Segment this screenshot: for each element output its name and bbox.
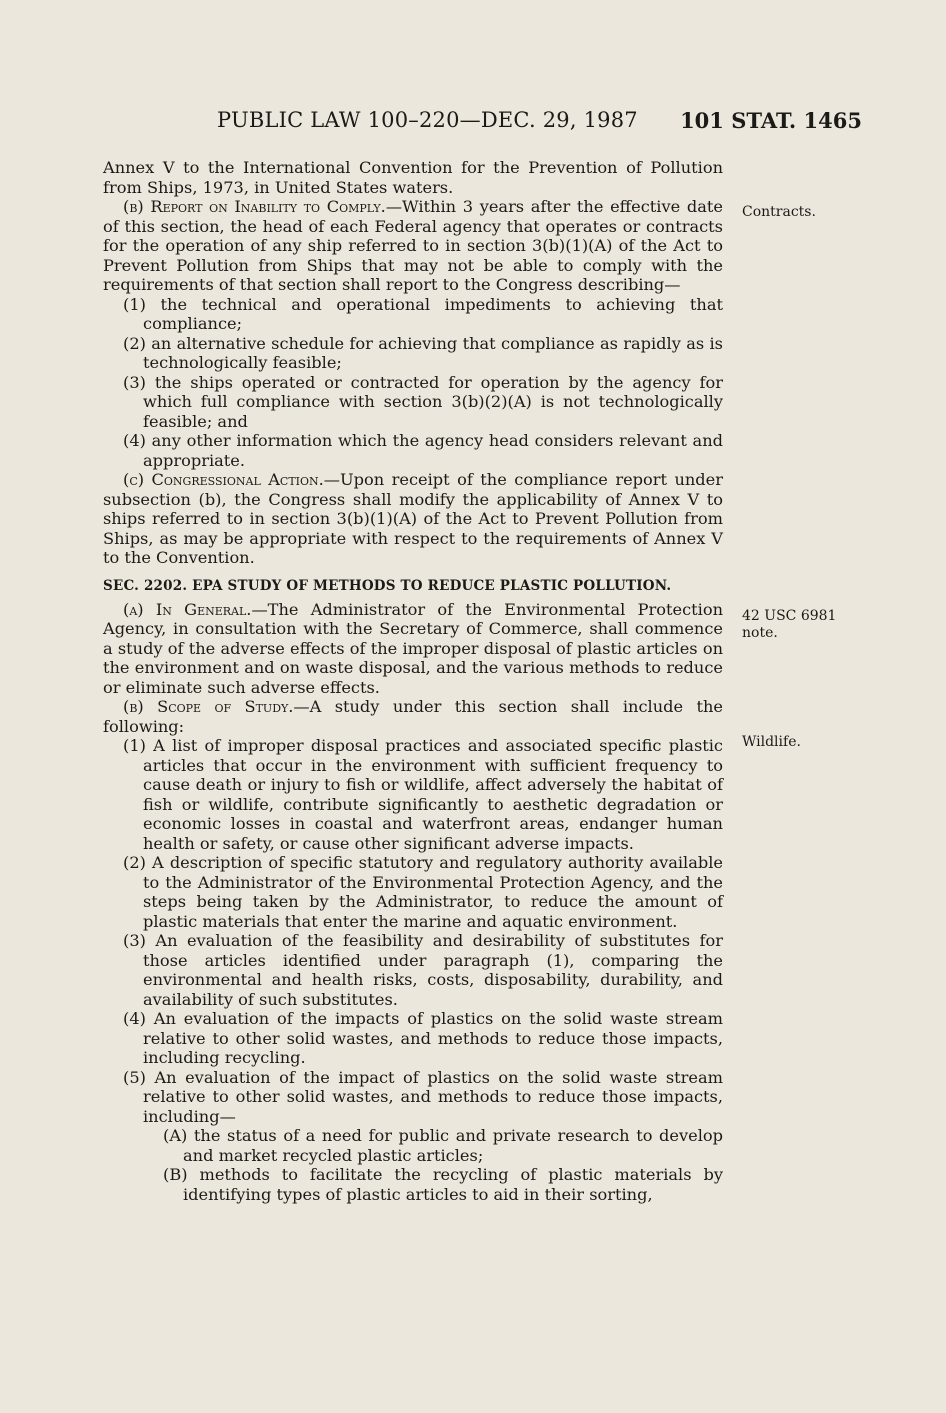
- continued-paragraph: Annex V to the International Convention for the Prevention of Pollution from Ships, 1973, in United States waters.: [103, 158, 723, 197]
- margin-note-usc-line1: 42 USC 6981: [742, 608, 837, 624]
- study-item: (5) An evaluation of the impact of plastics on the solid waste stream relative to other solid wastes, and methods to reduce those impacts, including—: [123, 1067, 723, 1126]
- subsection-b-text: —Within 3 years after the effective date of this section, the head of each Federal agency that operates or contracts for the operation of any ship referred to in section 3(b)(1)(A) of the Act to Prevent Pollution from Ships that may not be able to comply with the requirements of that section shall report to the Congress describing—: [103, 197, 723, 294]
- subsection-c-congressional-action: [103, 470, 723, 568]
- margin-note-usc: [742, 608, 836, 642]
- paragraph-item: (2) an alternative schedule for achieving that compliance as rapidly as is technologically feasible;: [123, 333, 723, 372]
- paragraph-item: (3) the ships operated or contracted for operation by the agency for which full compliance with section 3(b)(2)(A) is not technologically feasible; and: [123, 372, 723, 431]
- subsection-a-text: —The Administrator of the Environmental Protection Agency, in consultation with the Secretary of Commerce, shall commence a study of the adverse effects of the improper disposal of plastic articles on the environment and on waste disposal, and the various methods to reduce or eliminate such adverse effects.: [103, 599, 723, 697]
- page-header: [100, 108, 862, 138]
- study-item: (2) A description of specific statutory and regulatory authority available to the Administrator of the Environmental Protection Agency, and the steps being taken by the Administrator, to reduce the amount of plastic materials that enter the marine and aquatic environment.: [123, 853, 723, 931]
- paragraph-item: (4) any other information which the agency head considers relevant and appropriate.: [123, 431, 723, 470]
- subsection-c-text: —Upon receipt of the compliance report under subsection (b), the Congress shall modify the applicability of Annex V to ships referred to in section 3(b)(1)(A) of the Act to Prevent Pollution from Ships, as may be appropriate with respect to the requirements of Annex V to the Convention.: [103, 470, 723, 567]
- study-item: (3) An evaluation of the feasibility and desirability of substitutes for those articles identified under paragraph (1), comparing the environmental and health risks, costs, disposability, durability, and availability of such substitutes.: [123, 931, 723, 1009]
- scope-text: —A study under this section shall include the following:: [103, 697, 723, 736]
- margin-note-contracts: Contracts.: [742, 204, 816, 220]
- stat-page-number: 101 STAT. 1465: [680, 108, 862, 133]
- section-2202-heading: SEC. 2202. EPA STUDY OF METHODS TO REDUCE PLASTIC POLLUTION.: [103, 577, 672, 594]
- study-item: (1) A list of improper disposal practices and associated specific plastic articles that occur in the environment with sufficient frequency to cause death or injury to fish or wildlife, affect adversely the habitat of fish or wildlife, contribute significantly to aesthetic degradation or economic losses in coastal and waterfront areas, endanger human health or safety, or cause other significant adverse impacts.: [123, 736, 723, 853]
- subsection-b-report: [103, 197, 723, 295]
- paragraph-item: (1) the technical and operational impediments to achieving that compliance;: [123, 294, 723, 333]
- study-subitem: (B) methods to facilitate the recycling of plastic materials by identifying types of plastic articles to aid in their sorting,: [163, 1165, 723, 1204]
- subsection-b-heading: (b) Report on Inability to Comply.: [123, 197, 386, 216]
- scope-heading: (b) Scope of Study.: [123, 697, 294, 716]
- subsection-a-in-general: [103, 600, 723, 698]
- study-subitem: (A) the status of a need for public and private research to develop and market recycled plastic articles;: [163, 1126, 723, 1165]
- margin-note-usc-line2: note.: [742, 625, 778, 641]
- subsection-a-heading: (a) In General.: [123, 599, 252, 619]
- subsection-b-scope: [103, 697, 723, 736]
- study-item: (4) An evaluation of the impacts of plastics on the solid waste stream relative to other solid wastes, and methods to reduce those impacts, including recycling.: [123, 1009, 723, 1067]
- body-text: [103, 158, 723, 1204]
- running-title: PUBLIC LAW 100–220—DEC. 29, 1987: [217, 108, 638, 132]
- margin-note-wildlife: Wildlife.: [742, 734, 801, 750]
- subsection-c-heading: (c) Congressional Action.: [123, 470, 324, 489]
